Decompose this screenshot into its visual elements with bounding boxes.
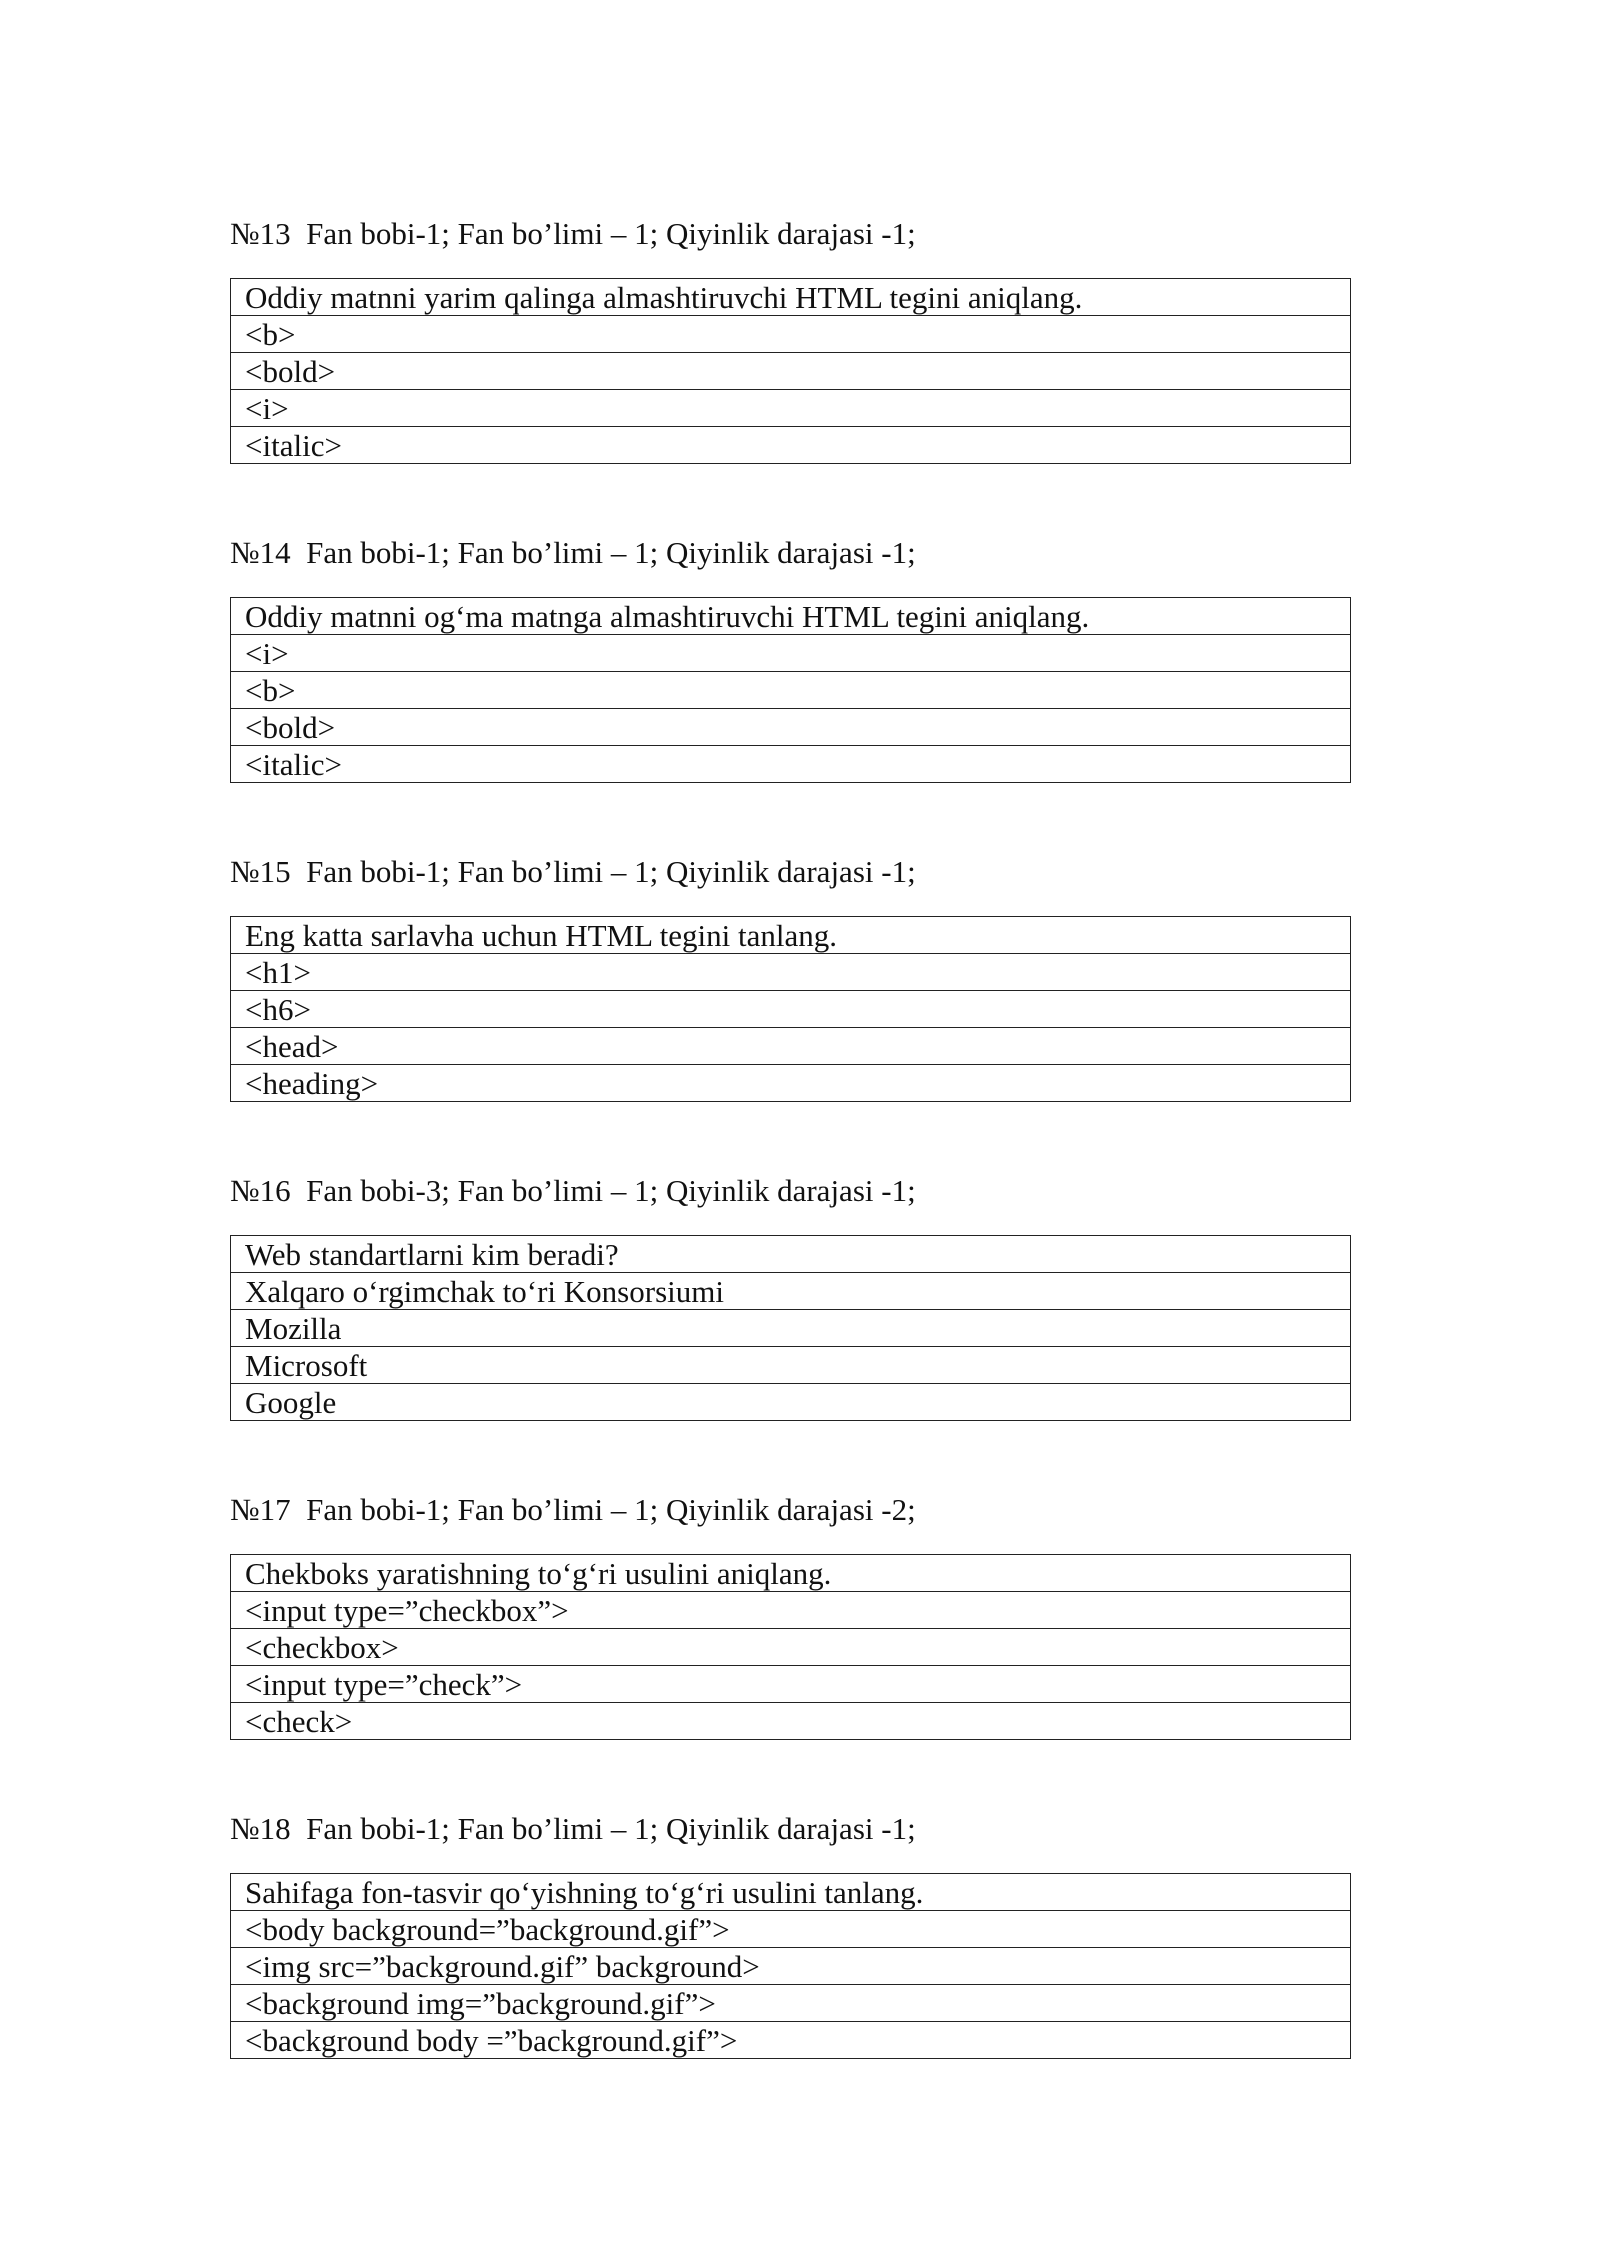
- answer-option: <bold>: [231, 353, 1351, 390]
- answer-option: <italic>: [231, 746, 1351, 783]
- question-prompt: Oddiy matnni og‘ma matnga almashtiruvchi HTML tegini aniqlang.: [231, 598, 1351, 635]
- question-table: [230, 597, 1351, 783]
- question-header: №15 Fan bobi-1; Fan bo’limi – 1; Qiyinlik darajasi -1;: [230, 854, 916, 889]
- answer-option: <head>: [231, 1028, 1351, 1065]
- question-13: [230, 216, 1351, 464]
- question-16: [230, 1173, 1351, 1421]
- answer-option: <checkbox>: [231, 1629, 1351, 1666]
- question-header: №13 Fan bobi-1; Fan bo’limi – 1; Qiyinlik darajasi -1;: [230, 216, 916, 251]
- question-prompt: Web standartlarni kim beradi?: [231, 1236, 1351, 1273]
- question-table: [230, 1235, 1351, 1421]
- answer-option: <heading>: [231, 1065, 1351, 1102]
- question-17: [230, 1492, 1351, 1740]
- answer-option: Google: [231, 1384, 1351, 1421]
- question-header: №17 Fan bobi-1; Fan bo’limi – 1; Qiyinlik darajasi -2;: [230, 1492, 916, 1527]
- question-prompt: Chekboks yaratishning to‘g‘ri usulini aniqlang.: [231, 1555, 1351, 1592]
- answer-option: <i>: [231, 635, 1351, 672]
- question-header: №16 Fan bobi-3; Fan bo’limi – 1; Qiyinlik darajasi -1;: [230, 1173, 916, 1208]
- question-table: [230, 1873, 1351, 2059]
- answer-option: <bold>: [231, 709, 1351, 746]
- answer-option: Mozilla: [231, 1310, 1351, 1347]
- question-header: №14 Fan bobi-1; Fan bo’limi – 1; Qiyinlik darajasi -1;: [230, 535, 916, 570]
- question-prompt: Oddiy matnni yarim qalinga almashtiruvchi HTML tegini aniqlang.: [231, 279, 1351, 316]
- question-prompt: Sahifaga fon-tasvir qo‘yishning to‘g‘ri usulini tanlang.: [231, 1874, 1351, 1911]
- answer-option: <body background=”background.gif”>: [231, 1911, 1351, 1948]
- question-table: [230, 1554, 1351, 1740]
- answer-option: <h1>: [231, 954, 1351, 991]
- answer-option: Xalqaro o‘rgimchak to‘ri Konsorsiumi: [231, 1273, 1351, 1310]
- answer-option: <img src=”background.gif” background>: [231, 1948, 1351, 1985]
- question-14: [230, 535, 1351, 783]
- answer-option: <i>: [231, 390, 1351, 427]
- question-prompt: Eng katta sarlavha uchun HTML tegini tanlang.: [231, 917, 1351, 954]
- answer-option: Microsoft: [231, 1347, 1351, 1384]
- answer-option: <background img=”background.gif”>: [231, 1985, 1351, 2022]
- question-header: №18 Fan bobi-1; Fan bo’limi – 1; Qiyinlik darajasi -1;: [230, 1811, 916, 1846]
- answer-option: <background body =”background.gif”>: [231, 2022, 1351, 2059]
- answer-option: <h6>: [231, 991, 1351, 1028]
- answer-option: <b>: [231, 316, 1351, 353]
- answer-option: <check>: [231, 1703, 1351, 1740]
- question-18: [230, 1811, 1351, 2059]
- answer-option: <italic>: [231, 427, 1351, 464]
- question-table: [230, 278, 1351, 464]
- answer-option: <b>: [231, 672, 1351, 709]
- answer-option: <input type=”check”>: [231, 1666, 1351, 1703]
- question-table: [230, 916, 1351, 1102]
- answer-option: <input type=”checkbox”>: [231, 1592, 1351, 1629]
- question-15: [230, 854, 1351, 1102]
